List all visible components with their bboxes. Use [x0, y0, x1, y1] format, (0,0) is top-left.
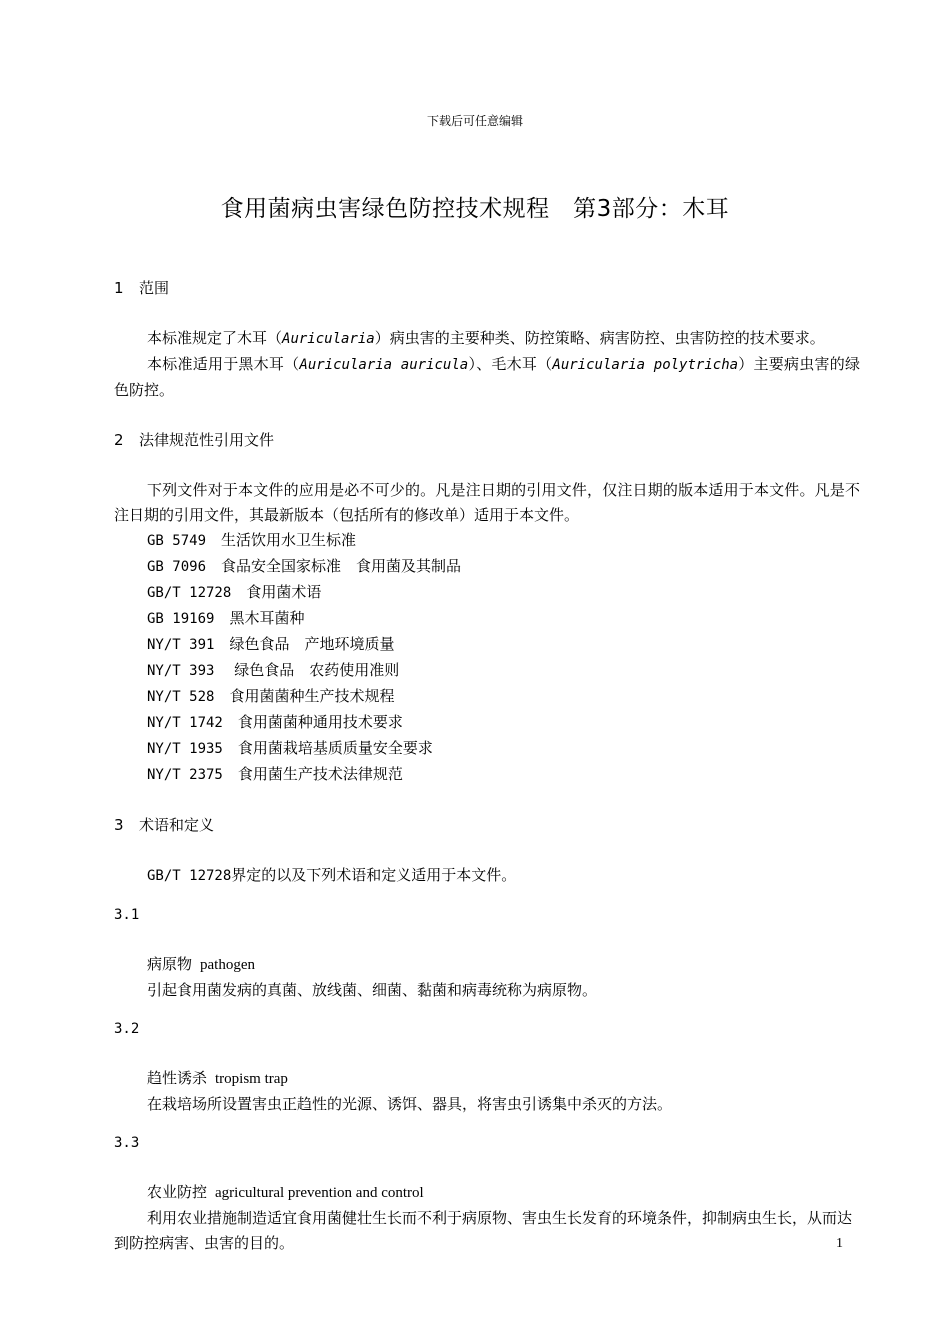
text-run: ）病虫害的主要种类、防控策略、病害防控、虫害防控的技术要求。 [374, 329, 825, 347]
standard-title: 绿色食品 产地环境质量 [229, 635, 395, 653]
latin-name: Auricularia [282, 331, 375, 347]
section-number: 1 [114, 279, 124, 297]
reference-item [114, 580, 860, 606]
text-run: 本标准适用于黑木耳（ [147, 355, 300, 373]
standard-code: GB/T 12728 [147, 868, 232, 884]
standard-code: NY/T 393 [147, 663, 215, 679]
reference-list [114, 528, 860, 788]
term-number: 3.3 [114, 1135, 140, 1151]
reference-item [114, 658, 860, 684]
term-english: pathogen [200, 957, 255, 973]
terms-intro [114, 863, 860, 889]
references-intro: 下列文件对于本文件的应用是必不可少的。凡是注日期的引用文件，仅注日期的版本适用于本文件。凡是不注日期的引用文件，其最新版本（包括所有的修改单）适用于本文件。 [114, 481, 860, 524]
standard-code: NY/T 391 [147, 637, 215, 653]
term-list [114, 903, 860, 1256]
text-run: 界定的以及下列术语和定义适用于本文件。 [231, 866, 517, 884]
header-note: 下载后可任意编辑 [426, 114, 523, 128]
term-definition: 在栽培场所设置害虫正趋性的光源、诱饵、器具，将害虫引诱集中杀灭的方法。 [147, 1095, 673, 1113]
term-chinese: 农业防控 [147, 1183, 208, 1201]
text-run: 本标准规定了木耳（ [147, 329, 283, 347]
term-heading [114, 1180, 860, 1206]
term-chinese: 趋性诱杀 [147, 1069, 208, 1087]
standard-code: NY/T 1742 [147, 715, 223, 731]
latin-name: Auricularia auricula [299, 357, 469, 373]
standard-code: NY/T 2375 [147, 767, 223, 783]
section-heading-3 [114, 813, 860, 838]
term-english: agricultural prevention and control [215, 1185, 424, 1201]
scope-paragraph-1 [114, 326, 860, 352]
standard-title: 食用菌栽培基质质量安全要求 [237, 739, 433, 757]
scope-paragraph-2 [114, 352, 860, 403]
section-heading-1 [114, 276, 860, 301]
standard-title: 食用菌菌种通用技术要求 [237, 713, 403, 731]
section-title: 法律规范性引用文件 [139, 431, 275, 449]
section-title: 术语和定义 [139, 816, 215, 834]
term-number: 3.1 [114, 907, 140, 923]
text-run: ）、毛木耳（ [468, 355, 553, 373]
standard-code: GB 5749 [147, 533, 207, 549]
standard-title: 食品安全国家标准 食用菌及其制品 [221, 557, 462, 575]
standard-title: 食用菌生产技术法律规范 [237, 765, 403, 783]
standard-title: 食用菌菌种生产技术规程 [229, 687, 395, 705]
standard-title: 黑木耳菌种 [229, 609, 305, 627]
term-definition: 引起食用菌发病的真菌、放线菌、细菌、黏菌和病毒统称为病原物。 [147, 981, 598, 999]
page-number: 1 [836, 1236, 843, 1251]
text-run: ）主要病虫害的绿色防控。 [114, 355, 860, 399]
reference-item [114, 606, 860, 632]
reference-item [114, 736, 860, 762]
section-number: 3 [114, 816, 124, 834]
standard-code: NY/T 1935 [147, 741, 223, 757]
standard-title: 食用菌术语 [246, 583, 322, 601]
term-heading [114, 1066, 860, 1092]
reference-item [114, 710, 860, 736]
standard-code: GB 19169 [147, 611, 215, 627]
term-chinese: 病原物 [147, 955, 193, 973]
reference-item [114, 632, 860, 658]
section-number: 2 [114, 431, 124, 449]
standard-code: GB/T 12728 [147, 585, 232, 601]
document-body [114, 276, 860, 1256]
term-english: tropism trap [215, 1071, 288, 1087]
term-heading [114, 952, 860, 978]
document-title: 食用菌病虫害绿色防控技术规程 第3部分：木耳 [220, 196, 730, 222]
term-number: 3.2 [114, 1021, 140, 1037]
standard-code: GB 7096 [147, 559, 207, 575]
reference-item [114, 528, 860, 554]
section-heading-2 [114, 428, 860, 453]
standard-title: 绿色食品 农药使用准则 [229, 661, 400, 679]
standard-code: NY/T 528 [147, 689, 215, 705]
reference-item [114, 684, 860, 710]
standard-title: 生活饮用水卫生标准 [221, 531, 357, 549]
section-title: 范围 [139, 279, 170, 297]
reference-item [114, 762, 860, 788]
latin-name: Auricularia polytricha [552, 357, 739, 373]
term-definition: 利用农业措施制造适宜食用菌健壮生长而不利于病原物、害虫生长发育的环境条件，抑制病虫生长，从而达到防控病害、虫害的目的。 [114, 1209, 853, 1252]
reference-item [114, 554, 860, 580]
